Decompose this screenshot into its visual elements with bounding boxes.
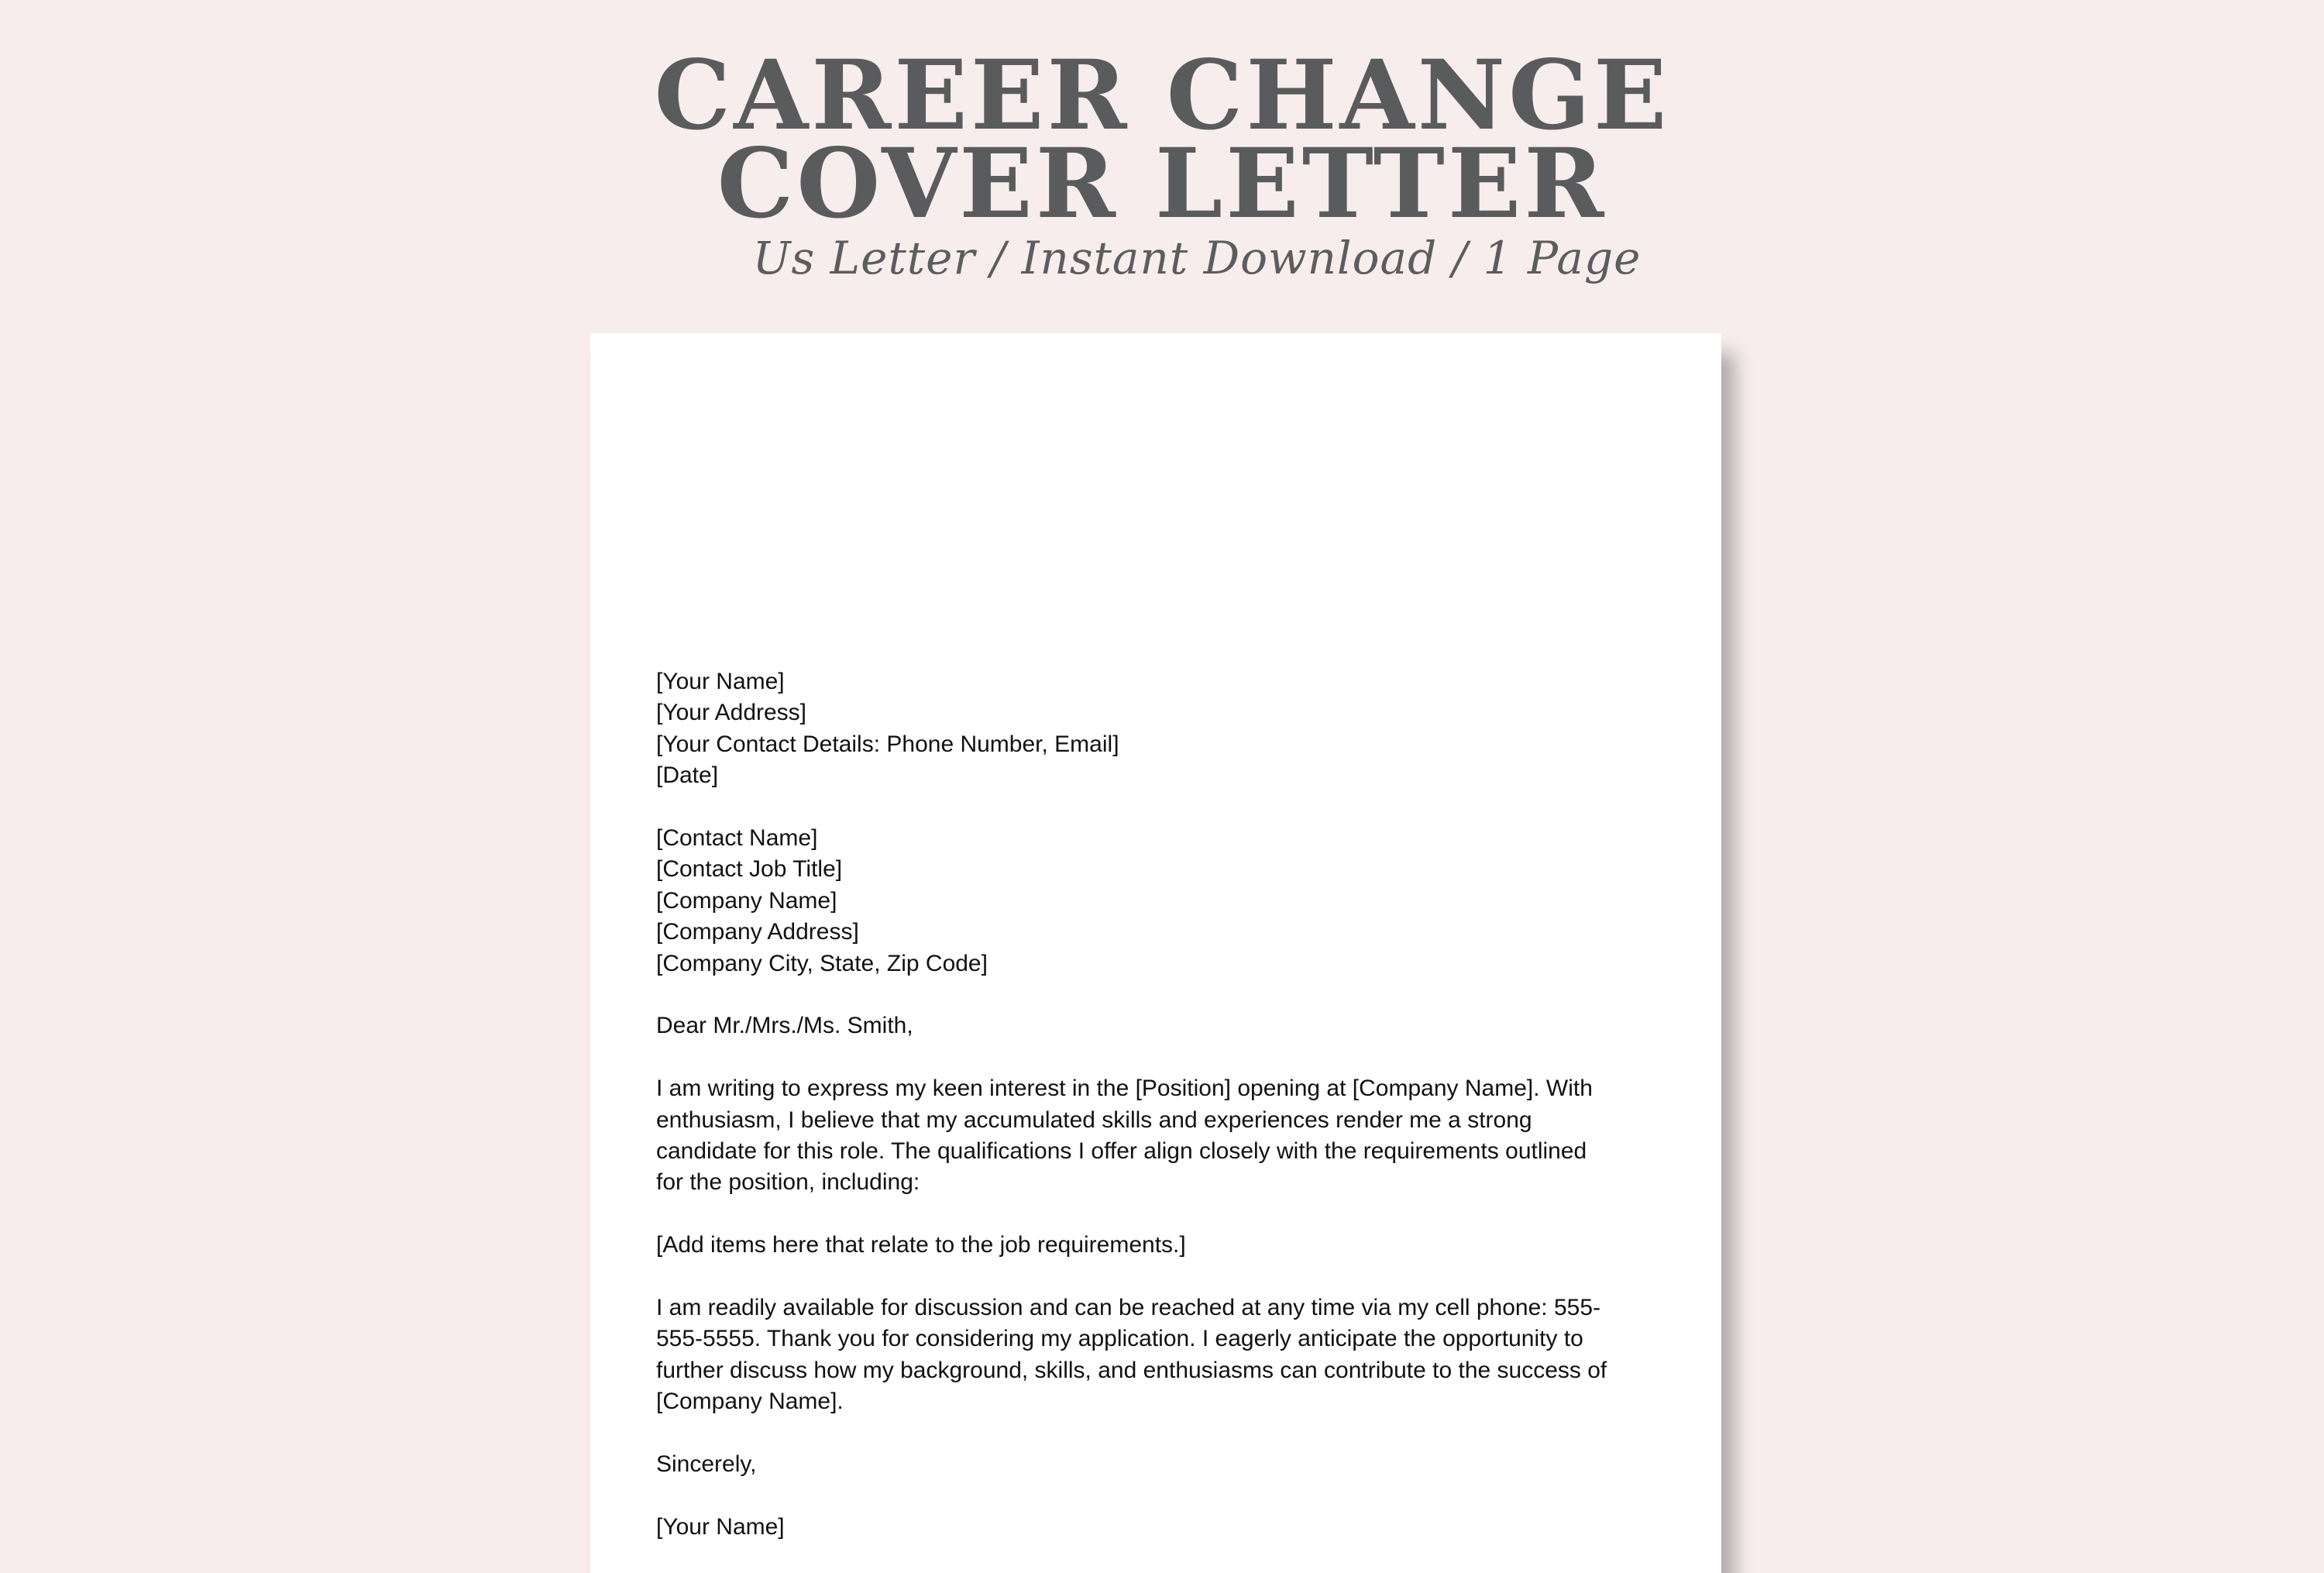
paragraph-line: for the position, including: [656, 1169, 920, 1196]
paragraph-intro [656, 1073, 1655, 1199]
spacer [656, 1261, 1655, 1292]
product-header [0, 0, 2324, 325]
letter-body [656, 666, 1655, 1543]
closing: Sincerely, [656, 1451, 757, 1478]
paragraph-line: enthusiasm, I believe that my accumulated skills and experiences render me a strong [656, 1107, 1532, 1133]
paragraph-line: 555-5555. Thank you for considering my application. I eagerly anticipate the opportunity to [656, 1326, 1583, 1352]
subtitle: Us Letter / Instant Download / 1 Page [752, 232, 1642, 284]
title-line-1: CAREER CHANGE [654, 40, 1670, 152]
sender-address: [Your Address] [656, 700, 807, 726]
spacer [656, 1042, 1655, 1073]
recipient-address: [Company Address] [656, 919, 859, 945]
spacer [656, 1418, 1655, 1449]
recipient-name: [Contact Name] [656, 825, 818, 852]
letter-date: [Date] [656, 762, 719, 789]
paragraph-line: candidate for this role. The qualifications I offer align closely with the requirements outlined [656, 1138, 1587, 1165]
signature-name: [Your Name] [656, 1513, 785, 1540]
letter-page [590, 333, 1721, 1573]
spacer [656, 1199, 1655, 1230]
spacer [656, 979, 1655, 1010]
recipient-city-state-zip: [Company City, State, Zip Code] [656, 950, 988, 976]
title-line-2: COVER LETTER [717, 128, 1607, 240]
salutation: Dear Mr./Mrs./Ms. Smith, [656, 1013, 913, 1039]
recipient-job-title: [Contact Job Title] [656, 856, 843, 883]
sender-contact: [Your Contact Details: Phone Number, Email] [656, 731, 1119, 757]
paragraph-line: [Company Name]. [656, 1389, 844, 1415]
paragraph-closing [656, 1292, 1655, 1418]
sender-block [656, 666, 1655, 792]
paragraph-line: further discuss how my background, skills, and enthusiasms can contribute to the success of [656, 1357, 1607, 1383]
paragraph-line: I am writing to express my keen interest in the [Position] opening at [Company Name]. With [656, 1076, 1593, 1102]
requirements-placeholder: [Add items here that relate to the job requirements.] [656, 1232, 1186, 1258]
sender-name: [Your Name] [656, 669, 785, 694]
recipient-company: [Company Name] [656, 887, 837, 914]
paragraph-line: I am readily available for discussion and can be reached at any time via my cell phone: 555- [656, 1295, 1600, 1321]
recipient-block [656, 823, 1655, 979]
spacer [656, 792, 1655, 823]
spacer [656, 1480, 1655, 1511]
